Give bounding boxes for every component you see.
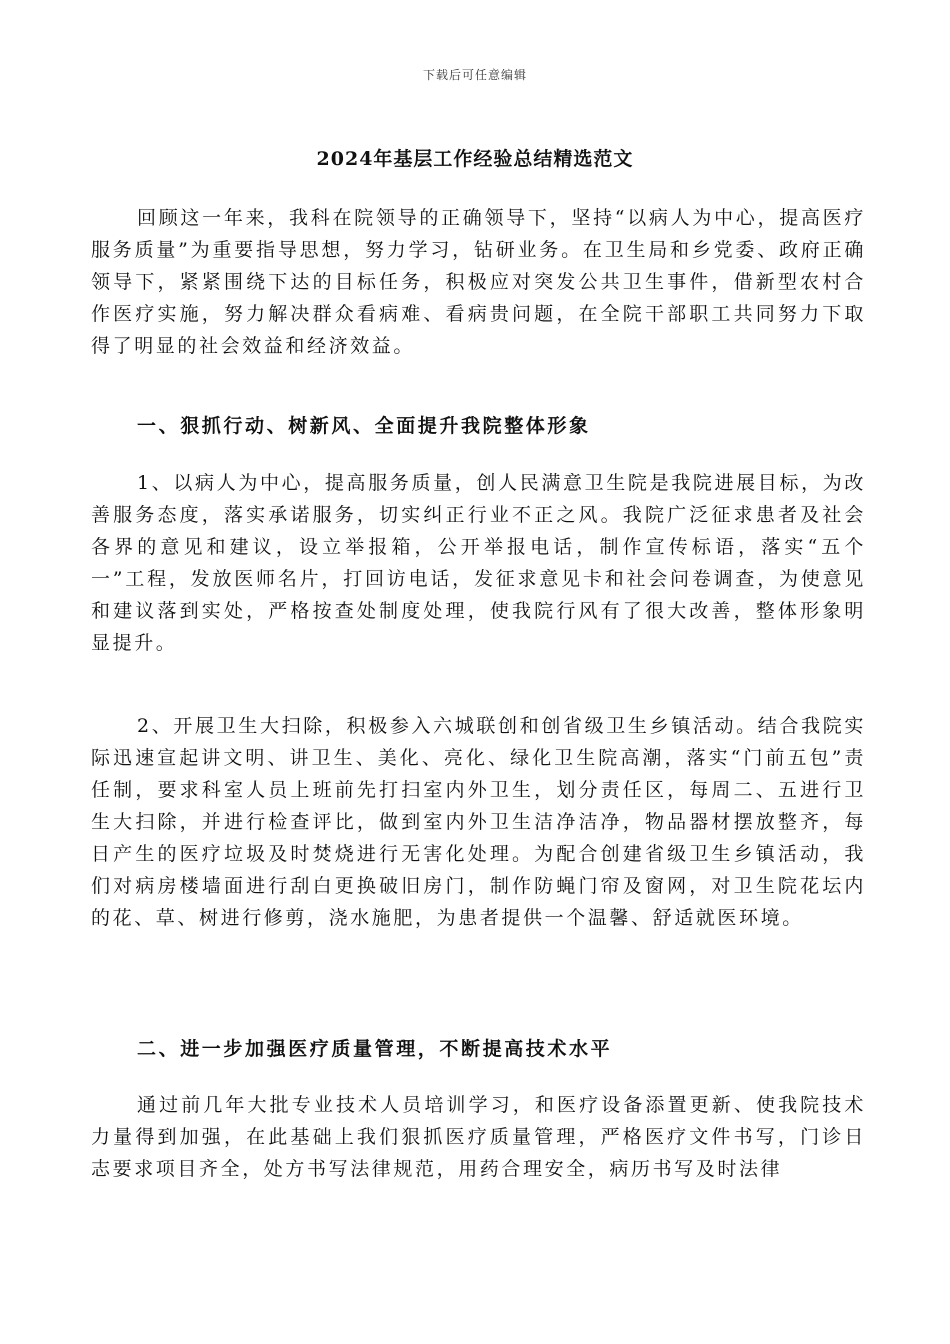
section1-paragraph-1: 1、以病人为中心，提高服务质量，创人民满意卫生院是我院进展目标，为改善服务态度，落实承诺服务，切实纠正行业不正之风。我院广泛征求患者及社会各界的意见和建议，设立举报箱，公开举报电话，制作宣传标语，落实“五个一”工程，发放医师名片，打回访电话，发征求意见卡和社会问卷调查，为使意见和建议落到实处，严格按查处制度处理，使我院行风有了很大改善，整体形象明显提升。 [91,472,866,654]
header-note: 下载后可任意编辑 [422,68,527,82]
section-heading-2: 二、进一步加强医疗质量管理，不断提高技术水平 [137,1038,613,1060]
section2-paragraph-1: 通过前几年大批专业技术人员培训学习，和医疗设备添置更新、使我院技术力量得到加强，在此基础上我们狠抓医疗质量管理，严格医疗文件书写，门诊日志要求项目齐全，处方书写法律规范，用药合理安全，病历书写及时法律 [91,1094,866,1180]
document-title: 2024年基层工作经验总结精选范文 [316,148,634,170]
intro-paragraph: 回顾这一年来，我科在院领导的正确领导下，坚持“以病人为中心，提高医疗服务质量”为重要指导思想，努力学习，钻研业务。在卫生局和乡党委、政府正确领导下，紧紧围绕下达的目标任务，积极应对突发公共卫生事件，借新型农村合作医疗实施，努力解决群众看病难、看病贵问题，在全院干部职工共同努力下取得了明显的社会效益和经济效益。 [91,207,866,357]
section1-paragraph-2: 2、开展卫生大扫除，积极参入六城联创和创省级卫生乡镇活动。结合我院实际迅速宣起讲文明、讲卫生、美化、亮化、绿化卫生院高潮，落实“门前五包”责任制，要求科室人员上班前先打扫室内外卫生，划分责任区，每周二、五进行卫生大扫除，并进行检查评比，做到室内外卫生洁净洁净，物品器材摆放整齐，每日产生的医疗垃圾及时焚烧进行无害化处理。为配合创建省级卫生乡镇活动，我们对病房楼墙面进行刮白更换破旧房门，制作防蝇门帘及窗网，对卫生院花坛内的花、草、树进行修剪，浇水施肥，为患者提供一个温馨、舒适就医环境。 [91,715,866,929]
section-heading-1: 一、狠抓行动、树新风、全面提升我院整体形象 [137,415,591,437]
